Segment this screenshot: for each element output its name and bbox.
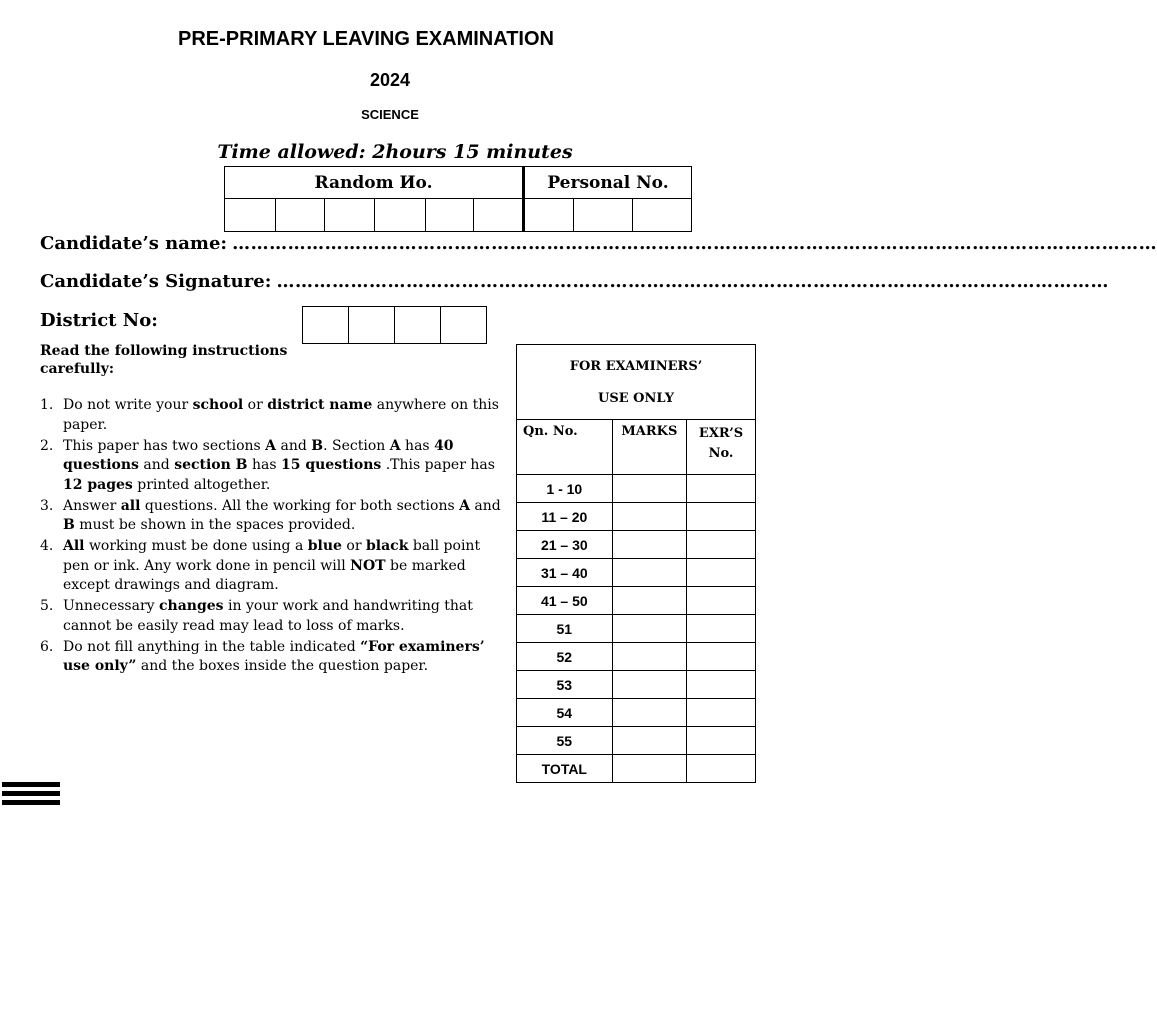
instruction-text: be marked except drawings and diagram. <box>63 557 466 593</box>
table-row <box>517 475 756 503</box>
examiners-rows <box>517 475 756 783</box>
marks-cell[interactable] <box>612 531 686 559</box>
instruction-text: and <box>469 497 501 514</box>
examiners-heading-line1: FOR EXAMINERS’ <box>569 359 703 374</box>
personal-number-box[interactable] <box>574 199 633 232</box>
examiner-cell[interactable] <box>687 503 756 531</box>
instruction-emphasis: school <box>192 397 244 413</box>
marks-cell[interactable] <box>612 615 686 643</box>
personal-number-header: Personal No. <box>525 167 691 199</box>
instruction-emphasis: A <box>459 497 470 514</box>
candidate-name-field[interactable] <box>40 233 1157 254</box>
instruction-emphasis: “For examiners’ use only” <box>63 638 485 674</box>
instruction-emphasis: 12 pages <box>63 476 133 493</box>
examiner-cell[interactable] <box>687 671 756 699</box>
instruction-number: 2. <box>40 437 54 454</box>
candidate-signature-field[interactable] <box>40 271 1109 292</box>
instruction-text: and <box>138 457 175 473</box>
table-row <box>517 671 756 699</box>
menu-icon[interactable] <box>2 782 60 809</box>
instructions-heading: Read the following instructions carefully: <box>40 343 288 377</box>
instruction-text: Answer <box>63 497 121 514</box>
column-header-question: Qn. No. <box>517 420 613 475</box>
instruction-text: has <box>400 437 435 454</box>
question-range-cell: 51 <box>517 615 613 643</box>
examiner-cell[interactable] <box>687 699 756 727</box>
marks-cell[interactable] <box>612 559 686 587</box>
random-number-box[interactable] <box>375 199 426 232</box>
instruction-number: 6. <box>40 638 54 655</box>
table-row <box>517 643 756 671</box>
table-row <box>517 531 756 559</box>
instruction-text: or <box>341 538 366 554</box>
examiner-cell[interactable] <box>687 559 756 587</box>
candidate-signature-label: Candidate’s Signature: <box>40 271 272 292</box>
instruction-text: ball point pen or ink. Any work done in pencil will <box>63 538 481 574</box>
district-number-boxes <box>302 306 487 344</box>
instruction-item <box>40 437 510 496</box>
instruction-emphasis: 15 questions <box>280 457 382 473</box>
instruction-text: and <box>276 437 312 454</box>
table-row <box>517 503 756 531</box>
instruction-emphasis: B <box>311 437 324 454</box>
instruction-text: This paper has two sections <box>63 437 266 454</box>
examiner-cell[interactable] <box>687 643 756 671</box>
instruction-text: has <box>247 457 281 473</box>
marks-cell[interactable] <box>612 755 686 783</box>
examiners-table-heading <box>517 345 756 420</box>
instruction-emphasis: district name <box>267 397 373 413</box>
examiner-cell[interactable] <box>687 727 756 755</box>
marks-cell[interactable] <box>612 671 686 699</box>
instruction-item <box>40 396 510 435</box>
question-range-cell: 52 <box>517 643 613 671</box>
personal-number-box[interactable] <box>525 199 574 232</box>
instruction-text: working must be done using a <box>84 538 308 554</box>
column-header-examiner: EXR’S No. <box>687 420 756 475</box>
question-range-cell: 54 <box>517 699 613 727</box>
instruction-text: and the boxes inside the question paper. <box>136 658 429 674</box>
candidate-signature-dots: ……………………………………………………………………………………………………………………… <box>276 271 1109 292</box>
table-row <box>517 559 756 587</box>
instruction-text: questions. All the working for both sections <box>140 497 460 514</box>
instruction-text: .This paper has <box>381 457 495 473</box>
table-row <box>517 587 756 615</box>
table-row <box>517 755 756 783</box>
instruction-emphasis: black <box>365 538 409 554</box>
examiner-cell[interactable] <box>687 755 756 783</box>
random-number-box[interactable] <box>325 199 375 232</box>
candidate-name-label: Candidate’s name: <box>40 233 228 254</box>
marks-cell[interactable] <box>612 699 686 727</box>
table-row <box>517 727 756 755</box>
table-row <box>517 615 756 643</box>
district-number-label: District No: <box>40 310 158 331</box>
marks-cell[interactable] <box>612 643 686 671</box>
column-header-marks: MARKS <box>612 420 686 475</box>
instruction-number: 3. <box>40 497 54 514</box>
instructions-list <box>40 396 510 678</box>
personal-number-box[interactable] <box>633 199 691 232</box>
question-range-cell: 31 – 40 <box>517 559 613 587</box>
instruction-emphasis: 40 questions <box>63 437 454 473</box>
instruction-item <box>40 597 510 636</box>
random-number-box[interactable] <box>474 199 525 232</box>
instruction-item <box>40 537 510 596</box>
question-range-cell: 1 - 10 <box>517 475 613 503</box>
instruction-number: 1. <box>40 397 54 413</box>
instruction-item <box>40 638 510 677</box>
instruction-text: Unnecessary <box>63 598 160 614</box>
instruction-emphasis: B <box>63 517 75 533</box>
instruction-number: 5. <box>40 598 54 614</box>
instruction-text: must be shown in the spaces provided. <box>74 517 356 533</box>
instruction-number: 4. <box>40 538 54 554</box>
instruction-emphasis: All <box>63 538 85 554</box>
instruction-emphasis: A <box>265 437 277 454</box>
district-number-box[interactable] <box>395 307 441 343</box>
instruction-emphasis: blue <box>307 538 342 554</box>
instruction-item <box>40 497 510 536</box>
examiners-use-table <box>516 344 756 783</box>
question-range-cell: TOTAL <box>517 755 613 783</box>
marks-cell[interactable] <box>612 587 686 615</box>
district-number-box[interactable] <box>349 307 395 343</box>
marks-cell[interactable] <box>612 727 686 755</box>
instruction-emphasis: all <box>120 497 141 514</box>
instruction-text: . Section <box>323 437 390 454</box>
question-range-cell: 11 – 20 <box>517 503 613 531</box>
instruction-emphasis: changes <box>159 598 224 614</box>
district-number-box[interactable] <box>441 307 486 343</box>
candidate-number-table <box>224 166 692 232</box>
instruction-text: printed altogether. <box>132 476 271 493</box>
instruction-text: anywhere on this paper. <box>63 397 499 433</box>
instruction-text: or <box>243 397 268 413</box>
question-range-cell: 21 – 30 <box>517 531 613 559</box>
instruction-text: Do not fill anything in the table indicated <box>63 638 361 655</box>
exam-title: PRE-PRIMARY LEAVING EXAMINATION <box>178 28 554 50</box>
instruction-emphasis: section B <box>174 457 248 473</box>
exam-subject: SCIENCE <box>361 107 419 122</box>
examiner-cell[interactable] <box>687 587 756 615</box>
random-number-box[interactable] <box>426 199 474 232</box>
instruction-emphasis: NOT <box>350 557 386 574</box>
marks-cell[interactable] <box>612 503 686 531</box>
random-number-box[interactable] <box>276 199 325 232</box>
examiner-cell[interactable] <box>687 531 756 559</box>
instruction-emphasis: A <box>389 437 401 454</box>
question-range-cell: 41 – 50 <box>517 587 613 615</box>
question-range-cell: 53 <box>517 671 613 699</box>
examiners-heading-line2: USE ONLY <box>598 391 674 406</box>
time-allowed: Time allowed: 2hours 15 minutes <box>217 141 573 163</box>
random-number-header: Random Иo. <box>225 167 525 199</box>
examiner-cell[interactable] <box>687 475 756 503</box>
question-range-cell: 55 <box>517 727 613 755</box>
marks-cell[interactable] <box>612 475 686 503</box>
instruction-text: in your work and handwriting that cannot be easily read may lead to loss of marks. <box>63 598 473 634</box>
candidate-name-dots: …………………………………………………………………………………………………………………………………… <box>232 233 1157 254</box>
instruction-text: Do not write your <box>63 397 193 413</box>
random-number-box[interactable] <box>225 199 276 232</box>
district-number-box[interactable] <box>303 307 349 343</box>
examiner-cell[interactable] <box>687 615 756 643</box>
exam-year: 2024 <box>369 70 411 90</box>
table-row <box>517 699 756 727</box>
